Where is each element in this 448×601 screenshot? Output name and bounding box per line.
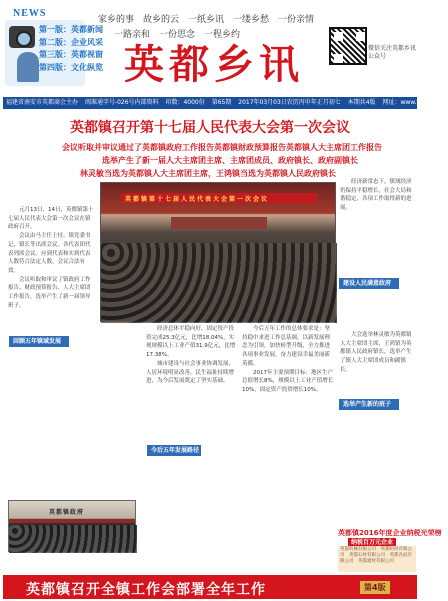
paragraph: 2017年主要预期目标：地区生产总值增长8%，规模以上工业产值增长10%，固定资产投资增长10%。 <box>242 369 334 393</box>
subheadline: 会议听取并审议通过了英都镇政府工作报告英都镇财政预算报告英都镇人大主席团工作报告 <box>62 143 382 152</box>
info-issue: 第65期 <box>211 99 232 106</box>
paragraph: 会议由马主任主持。镇党委书记、镇长等出席会议。各代表团代表列席会议。应到代表和实到代表人数符合法定人数，会议合法有效。 <box>8 233 91 274</box>
news-badge <box>5 8 103 94</box>
photo-banner-text: 英都镇第十七届人民代表大会第一次会议 <box>125 196 270 203</box>
subheadline: 选举产生了新一届人大主席团主席、主席团成员、政府镇长、政府副镇长 <box>102 156 358 165</box>
camera-icon <box>9 26 35 48</box>
conference-photo <box>100 182 336 322</box>
bottom-headline[interactable]: 英都镇召开全镇工作会部署全年工作 <box>26 582 266 598</box>
group-photo <box>8 500 136 552</box>
page-reference-tag[interactable]: 第4版 <box>360 581 390 594</box>
section-heading: 今后五年发展路径 <box>147 445 201 456</box>
section-heading: 建设人民满意政府 <box>339 278 399 289</box>
slogan-line-2: 一路亲和 一份思念 一程乡约 <box>114 30 241 40</box>
paragraph: 今后五年工作的总体要求是：坚持稳中求进工作总基调，以新发展理念为引领，加快转型升级，全力推进各项事业发展，奋力建设幸福美丽新英都。 <box>242 326 331 367</box>
article-column-mid <box>146 325 238 501</box>
qr-code-icon[interactable] <box>329 27 367 65</box>
podium <box>171 217 267 229</box>
section-heading: 回顾五年镇域发展 <box>9 336 69 347</box>
section-index-item[interactable]: 第三版：英都视窗 <box>39 50 103 59</box>
paragraph: 经济总体平稳向好，固定资产投资完成25.3亿元，比增18.04%，实现规模以上工业产值31.9亿元，比增17.38%。 <box>146 326 236 359</box>
info-bar <box>3 97 443 109</box>
subheadlines <box>62 141 414 180</box>
audience <box>101 243 337 323</box>
info-print-run: 印数：4000份 <box>165 99 205 106</box>
paragraph: 大会选举林灵敏为英都镇人大主席团主席，王鸿镇为英都镇人民政府镇长，选举产生了镇人大主席团成员和副镇长。 <box>340 331 412 373</box>
masthead <box>0 0 420 96</box>
article-column-right <box>340 178 416 528</box>
section-heading: 选举产生新的班子 <box>339 399 399 410</box>
article-column-left <box>8 206 94 498</box>
paragraph: 城市建设与社会事业协调发展，人居环境明显改善，民生福祉持续增进，为今后发展奠定了坚实基础。 <box>146 360 235 385</box>
info-license: 闽准通字号-026号内部资料 <box>84 99 159 106</box>
paragraph: 会议听取和审议了镇政府工作报告、财政预算报告、人大主席团工作报告，选举产生了新一届领导班子。 <box>8 276 91 309</box>
tax-honor-subtitle: 纳税百万元企业 <box>348 538 396 548</box>
info-website[interactable]: 网址：www.ydxx.net <box>382 99 443 106</box>
news-label: NEWS <box>13 8 47 19</box>
info-date: 2017年03月03日农历丙申年正月初七 <box>238 99 341 106</box>
tax-honor-title: 英都镇2016年度企业纳税光荣榜 <box>338 529 442 537</box>
section-index-item[interactable]: 第二版：企业风采 <box>39 37 103 47</box>
paragraph: 元月13日、14日，英都镇第十七届人民代表大会第一次会议在镇政府召开。 <box>8 207 94 231</box>
building-sign: 英都镇政府 <box>49 509 85 516</box>
section-index <box>39 24 103 74</box>
tax-honor-list: 英都机械有限公司 英都纺织有限公司 英都石材有限公司 英都食品有限公司 英都建材有限公司 <box>338 546 416 572</box>
newspaper-title: 英都乡讯 <box>124 42 304 87</box>
paragraph: 经济新常态下，镇域经济仍保持平稳增长，社会大局和谐稳定，各项工作取得新的进展。 <box>340 179 412 212</box>
qr-caption: 微信关注英都乡讯公众号 <box>368 45 417 60</box>
info-publisher: 福建省南安市英都商会主办 <box>6 99 79 106</box>
slogan-line-1: 家乡的事 故乡的云 一纸乡讯 一缕乡愁 一份亲情 <box>98 15 315 25</box>
info-pages: 本期共4版 <box>347 99 376 106</box>
article-column-mid-2 <box>242 325 334 501</box>
section-index-item[interactable]: 第四版：文化纵览 <box>39 62 103 72</box>
section-index-item[interactable]: 第一版：英都新闻 <box>39 25 103 34</box>
group-people <box>9 525 137 553</box>
person-icon <box>17 52 39 82</box>
subheadline: 林灵敏当选为英都镇人大主席团主席，王鸿镇当选为英都镇人民政府镇长 <box>80 169 336 178</box>
headline: 英都镇召开第十七届人民代表大会第一次会议 <box>70 120 350 136</box>
